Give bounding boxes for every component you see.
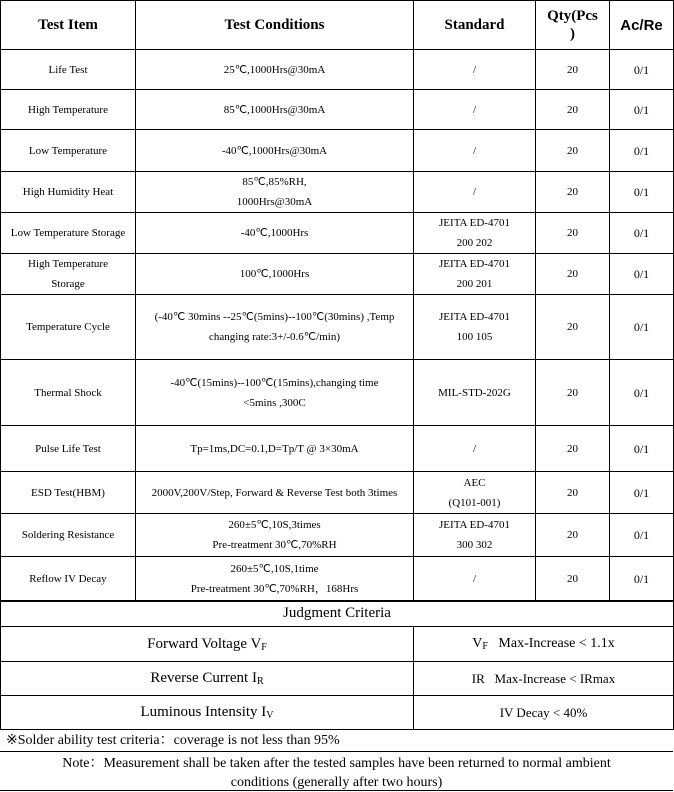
test-conditions-cell-line: 260±5℃,10S,1time [230,563,319,575]
standard-cell-line: JEITA ED-4701 [439,258,510,270]
table-row [1,254,674,295]
table-row [1,360,674,426]
qty-cell: 20 [536,90,610,130]
test-conditions-cell-line: Tp=1ms,DC=0.1,D=Tp/T @ 3×30mA [190,442,359,455]
test-conditions-cell [136,514,414,557]
acre-cell: 0/1 [610,50,674,90]
acre-cell: 0/1 [610,213,674,254]
acre-cell: 0/1 [610,172,674,213]
test-item-cell [1,295,136,360]
test-conditions-cell-line: -40℃(15mins)--100℃(15mins),changing time [170,376,379,389]
qty-cell: 20 [536,130,610,172]
test-item-cell [1,472,136,514]
test-conditions-cell-line: Pre-treatment 30℃,70%RH，168Hrs [190,583,359,595]
test-item-cell [1,254,136,295]
standard-cell-line: 300 302 [456,539,493,551]
reverse-current-label: Reverse Current $I_R$ [1,662,414,696]
qty-cell: 20 [536,360,610,426]
table-row [1,130,674,172]
qty-cell: 20 [536,213,610,254]
table-body [1,50,674,602]
table-row [1,50,674,90]
standard-cell [414,213,536,254]
header-test-conditions: Test Conditions [136,1,414,50]
qty-cell: 20 [536,472,610,514]
test-conditions-cell-line: <5mins ,300C [243,396,306,409]
table-row [1,213,674,254]
table-row [1,172,674,213]
test-item-cell-line: Pulse Life Test [35,442,101,455]
standard-cell [414,360,536,426]
test-item-cell-line: Reflow IV Decay [29,573,107,585]
test-conditions-cell-line: 1000Hrs@30mA [236,196,313,208]
header-standard: Standard [414,1,536,50]
standard-cell-line: (Q101-001) [448,496,501,509]
standard-cell [414,254,536,295]
test-conditions-cell-line: 260±5℃,10S,3times [228,519,321,531]
test-conditions-cell-line: 85℃,1000Hrs@30mA [223,103,326,116]
test-conditions-cell-line: changing rate:3+/-0.6℃/min) [209,331,340,343]
test-item-cell [1,213,136,254]
measurement-note-line-1: Note：Measurement shall be taken after the tested samples have been returned to normal ambient [62,756,611,771]
standard-cell-line: / [472,573,477,585]
qty-cell: 20 [536,172,610,213]
standard-cell [414,514,536,557]
judgment-title: Judgment Criteria [1,601,674,627]
test-item-cell [1,130,136,172]
acre-cell: 0/1 [610,360,674,426]
test-conditions-cell-line: 100℃,1000Hrs [239,268,310,280]
header-test-item: Test Item [1,1,136,50]
test-item-cell-line: Storage [51,278,85,290]
test-conditions-cell-line: (-40℃ 30mins --25℃(5mins)--100℃(30mins) ,Temp [154,311,395,323]
standard-cell-line: 100 105 [456,331,493,343]
test-item-cell-line: Low Temperature [28,144,108,157]
acre-cell: 0/1 [610,254,674,295]
standard-cell-line: / [472,103,477,116]
header-acre: Ac/Re [610,1,674,50]
test-conditions-cell [136,213,414,254]
test-conditions-cell [136,130,414,172]
acre-cell: 0/1 [610,514,674,557]
test-item-cell-line: High Temperature [28,258,108,270]
standard-cell-line: / [472,186,477,198]
test-conditions-cell-line: -40℃,1000Hrs@30mA [221,144,328,157]
test-conditions-cell-line: 85℃,85%RH, [242,176,307,188]
reverse-current-criterion: IR Max-Increase < IRmax [414,662,674,696]
forward-voltage-label: Forward Voltage $V_F$ [1,627,414,662]
acre-cell: 0/1 [610,295,674,360]
test-conditions-cell [136,360,414,426]
standard-cell-line: JEITA ED-4701 [439,519,510,531]
qty-cell: 20 [536,557,610,602]
notes-section [0,730,673,792]
test-conditions-cell [136,426,414,472]
test-item-cell-line: High Humidity Heat [22,186,114,198]
standard-cell-line: / [472,442,477,455]
standard-cell [414,295,536,360]
acre-cell: 0/1 [610,426,674,472]
standard-cell [414,50,536,90]
test-conditions-cell [136,254,414,295]
table-row [1,514,674,557]
acre-cell: 0/1 [610,130,674,172]
qty-cell: 20 [536,50,610,90]
test-item-cell [1,172,136,213]
qty-cell: 20 [536,295,610,360]
test-conditions-cell [136,472,414,514]
standard-cell [414,472,536,514]
test-item-cell [1,557,136,602]
test-item-cell [1,514,136,557]
test-conditions-cell [136,557,414,602]
test-conditions-cell [136,295,414,360]
test-item-cell [1,426,136,472]
standard-cell-line: / [472,63,477,76]
standard-cell-line: JEITA ED-4701 [439,217,510,229]
test-item-cell-line: Thermal Shock [34,386,102,399]
bottom-rule [0,790,673,791]
acre-cell: 0/1 [610,472,674,514]
luminous-intensity-criterion: IV Decay < 40% [414,696,674,730]
standard-cell [414,557,536,602]
standard-cell [414,130,536,172]
test-item-cell-line: Temperature Cycle [26,321,110,333]
table-header-row [1,1,674,50]
test-conditions-cell-line: -40℃,1000Hrs [240,227,309,239]
header-qty: Qty(Pcs ) [536,1,610,50]
test-conditions-cell [136,90,414,130]
judgment-criteria-table [0,600,674,730]
test-item-cell-line: Life Test [48,63,88,76]
test-item-cell-line: High Temperature [28,103,108,116]
luminous-intensity-label: Luminous Intensity $I_V$ [1,696,414,730]
qty-cell: 20 [536,426,610,472]
standard-cell-line: JEITA ED-4701 [439,311,510,323]
qty-cell: 20 [536,254,610,295]
standard-cell-line: 200 202 [456,237,493,249]
test-item-cell-line: ESD Test(HBM) [31,486,105,499]
standard-cell-line: AEC [463,476,486,489]
test-conditions-cell-line: 25℃,1000Hrs@30mA [223,63,326,76]
standard-cell [414,426,536,472]
test-conditions-cell-line: 2000V,200V/Step, Forward & Reverse Test both 3times [151,486,398,499]
test-item-cell [1,50,136,90]
test-item-cell-line: Soldering Resistance [21,529,115,541]
test-conditions-cell [136,172,414,213]
test-item-cell [1,90,136,130]
test-conditions-cell [136,50,414,90]
solder-ability-note: ※Solder ability test criteria：coverage is not less than 95% [0,730,673,752]
qty-cell: 20 [536,514,610,557]
table-row [1,472,674,514]
table-row [1,90,674,130]
acre-cell: 0/1 [610,90,674,130]
standard-cell [414,172,536,213]
standard-cell [414,90,536,130]
table-row [1,426,674,472]
forward-voltage-criterion: $V_F$ Max-Increase < 1.1x [414,627,674,662]
standard-cell-line: MIL-STD-202G [438,386,511,399]
test-conditions-cell-line: Pre-treatment 30℃,70%RH [212,539,337,551]
standard-cell-line: 200 201 [456,278,493,290]
standard-cell-line: / [472,144,477,157]
acre-cell: 0/1 [610,557,674,602]
measurement-note-line-2: conditions (generally after two hours) [230,775,443,790]
test-item-cell-line: Low Temperature Storage [10,227,126,239]
test-item-cell [1,360,136,426]
table-row [1,295,674,360]
measurement-note [0,752,673,792]
table-row [1,557,674,602]
